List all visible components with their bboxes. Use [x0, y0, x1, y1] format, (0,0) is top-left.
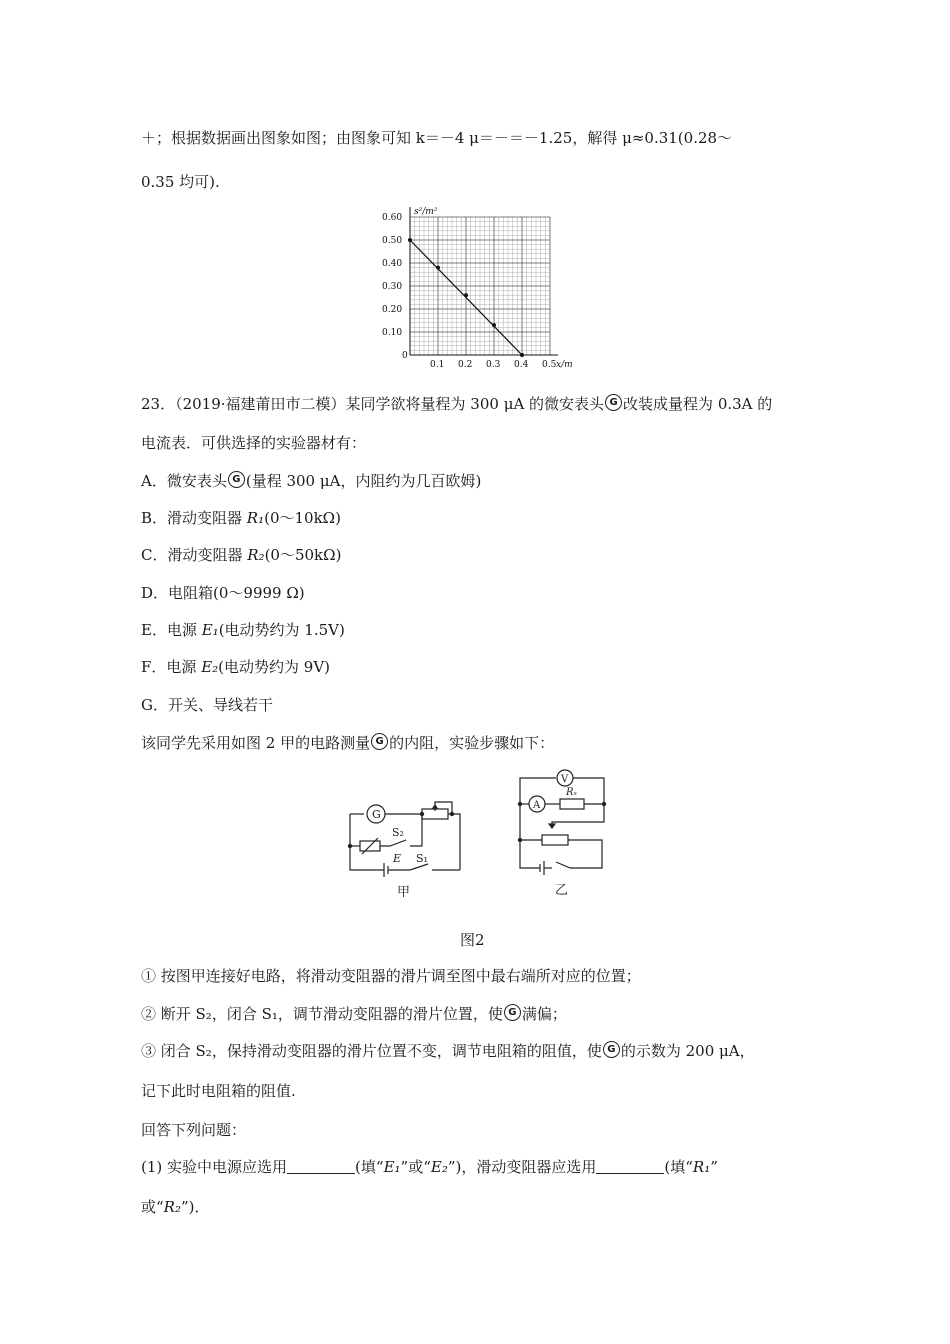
solution-line-1: ＋；根据数据画出图象如图；由图象可知 k＝－4 μ＝－＝－1.25，解得 μ≈0.31(0.28～ [141, 129, 733, 147]
wire [520, 840, 540, 868]
x-axis-label: x/m [556, 360, 573, 370]
option-a: A．微安表头 G (量程 300 μA，内阻约为几百欧姆) [141, 472, 482, 490]
y-tick-label: 0.20 [382, 305, 403, 315]
rheostat [542, 835, 568, 845]
y-tick-label: 0 [402, 351, 408, 361]
galvanometer-icon: G [603, 1041, 620, 1058]
data-point [520, 353, 524, 357]
question-23-line-1: 23．（2019·福建莆田市二模）某同学欲将量程为 300 μA 的微安表头 G 改装成量程为 0.3A 的 [141, 395, 773, 413]
x-tick-label: 0.2 [458, 360, 473, 370]
step-3-line-2: 记下此时电阻箱的阻值. [141, 1082, 296, 1100]
intro-line: 该同学先采用如图 2 甲的电路测量 G 的内阻，实验步骤如下： [141, 734, 555, 752]
x-tick-label: 0.5 [542, 360, 557, 370]
battery-symbol [384, 863, 388, 877]
circuit-yi [512, 770, 612, 900]
circuit-jia [340, 800, 470, 900]
resistor-rx-label: Rₓ [566, 787, 578, 798]
step-1: ① 按图甲连接好电路，将滑动变阻器的滑片调至图中最右端所对应的位置； [141, 967, 641, 985]
junction [518, 838, 521, 841]
option-f: F．电源 E₂(电动势约为 9V) [141, 658, 331, 676]
option-g: G．开关、导线若干 [141, 696, 273, 714]
junction [450, 812, 453, 815]
data-point [408, 238, 412, 242]
slider-arrow [433, 805, 437, 808]
answer-blank-rheostat[interactable] [596, 1159, 664, 1174]
wire [448, 814, 460, 870]
s2-x-chart [372, 200, 573, 375]
wire [410, 814, 422, 846]
y-tick-label: 0.60 [382, 213, 403, 223]
step-3: ③ 闭合 S₂，保持滑动变阻器的滑片位置不变，调节电阻箱的阻值，使 G 的示数为 200 μA， [141, 1042, 755, 1060]
option-e: E．电源 E₁(电动势约为 1.5V) [141, 621, 345, 639]
resistor-rx [560, 799, 584, 809]
galvanometer-icon: G [371, 733, 388, 750]
y-tick-label: 0.40 [382, 259, 403, 269]
y-tick-label: 0.50 [382, 236, 403, 246]
question-23-line-2: 电流表．可供选择的实验器材有： [141, 434, 367, 452]
x-tick-label: 0.4 [514, 360, 529, 370]
option-d: D．电阻箱(0～9999 Ω) [141, 584, 305, 602]
slider-arrow [549, 824, 555, 828]
galvanometer-icon: G [605, 394, 622, 411]
galvanometer-label: G [372, 808, 381, 821]
battery-symbol [540, 861, 544, 875]
junction [348, 844, 351, 847]
answer-blank-power[interactable] [287, 1159, 355, 1174]
option-b: B．滑动变阻器 R₁(0～10kΩ) [141, 509, 341, 527]
figure-caption: 图2 [460, 931, 485, 949]
question-1-line-2: 或“R₂”)． [141, 1198, 210, 1216]
x-tick-label: 0.1 [430, 360, 445, 370]
galvanometer-icon: G [504, 1004, 521, 1021]
chart-axes [410, 207, 573, 370]
wire [568, 840, 602, 868]
ammeter-label: A [533, 800, 541, 811]
switch [556, 862, 570, 868]
chart-grid [410, 217, 550, 355]
answer-heading: 回答下列问题： [141, 1121, 247, 1139]
switch-s2 [380, 840, 406, 846]
wire [573, 778, 604, 804]
voltmeter-label: V [561, 774, 569, 785]
y-tick-label: 0.10 [382, 328, 403, 338]
y-tick-label: 0.30 [382, 282, 403, 292]
question-1: (1) 实验中电源应选用 (填“E₁”或“E₂”)，滑动变阻器应选用 (填“R₁” [141, 1158, 718, 1176]
circuit-yi-label: 乙 [555, 883, 569, 898]
galvanometer-icon: G [228, 471, 245, 488]
option-c: C．滑动变阻器 R₂(0～50kΩ) [141, 546, 342, 564]
data-point [464, 293, 468, 297]
switch-s2-label: S₂ [392, 826, 404, 839]
switch-s1-label: S₁ [416, 852, 428, 865]
x-tick-label: 0.3 [486, 360, 501, 370]
data-point [492, 323, 496, 327]
y-axis-label: s²/m² [414, 207, 438, 217]
data-point [436, 266, 440, 270]
step-2: ② 断开 S₂，闭合 S₁，调节滑动变阻器的滑片位置，使 G 满偏； [141, 1005, 567, 1023]
battery-label: E [393, 852, 402, 865]
circuit-jia-label: 甲 [397, 885, 411, 900]
chart-ticks [382, 213, 557, 370]
solution-line-2: 0.35 均可). [141, 173, 220, 191]
